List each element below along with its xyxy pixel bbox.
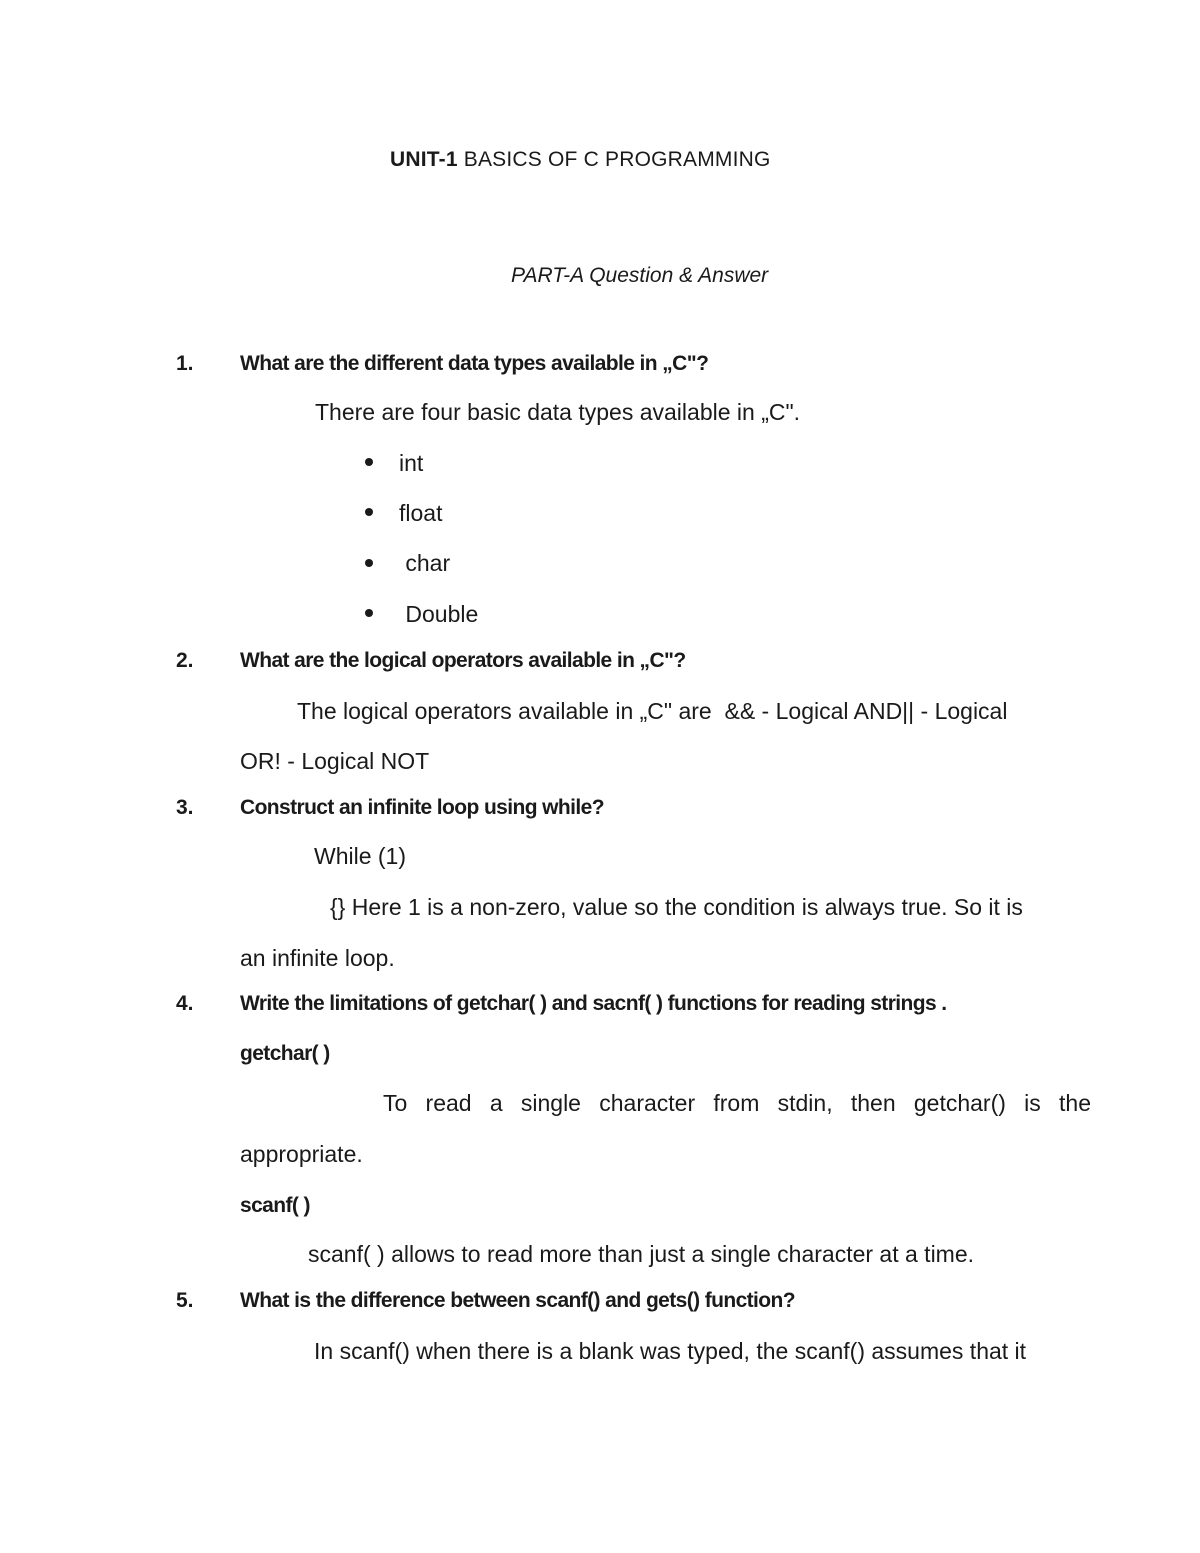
list-item: Double [399, 601, 479, 627]
bullet-icon [365, 559, 373, 567]
answer-text: scanf( ) allows to read more than just a single character at a time. [308, 1241, 975, 1267]
question-text: What are the different data types available in „C"? [240, 352, 709, 375]
answer-text: To read a single character from stdin, then getchar() is the [383, 1090, 1091, 1116]
answer-text: In scanf() when there is a blank was typed, the scanf() assumes that it [314, 1338, 1027, 1364]
list-item: char [399, 550, 451, 576]
answer-text: While (1) [314, 843, 407, 869]
answer-text: There are four basic data types available in „C". [315, 399, 801, 425]
subheading-scanf: scanf( ) [240, 1194, 310, 1217]
question-text: What is the difference between scanf() and gets() function? [240, 1289, 795, 1312]
answer-text: OR! - Logical NOT [240, 748, 430, 774]
unit-label: UNIT-1 [390, 148, 458, 171]
question-number: 5. [176, 1289, 194, 1312]
question-number: 2. [176, 649, 194, 672]
list-item: int [399, 450, 424, 476]
list-item: float [399, 500, 443, 526]
answer-text: {} Here 1 is a non-zero, value so the condition is always true. So it is [330, 894, 1023, 920]
subheading-getchar: getchar( ) [240, 1042, 330, 1065]
answer-text: appropriate. [240, 1141, 363, 1167]
question-text: What are the logical operators available in „C"? [240, 649, 686, 672]
question-text: Write the limitations of getchar( ) and sacnf( ) functions for reading strings . [240, 992, 947, 1015]
answer-text: an infinite loop. [240, 945, 395, 971]
question-number: 4. [176, 992, 194, 1015]
bullet-icon [365, 609, 373, 617]
question-number: 3. [176, 796, 194, 819]
section-subtitle: PART-A Question & Answer [511, 264, 769, 287]
answer-text: The logical operators available in „C" are && - Logical AND|| - Logical [297, 698, 1008, 724]
bullet-icon [365, 458, 373, 466]
question-text: Construct an infinite loop using while? [240, 796, 604, 819]
page-title [390, 146, 771, 174]
question-number: 1. [176, 352, 194, 375]
bullet-icon [365, 508, 373, 516]
title-text: BASICS OF C PROGRAMMING [457, 148, 771, 171]
